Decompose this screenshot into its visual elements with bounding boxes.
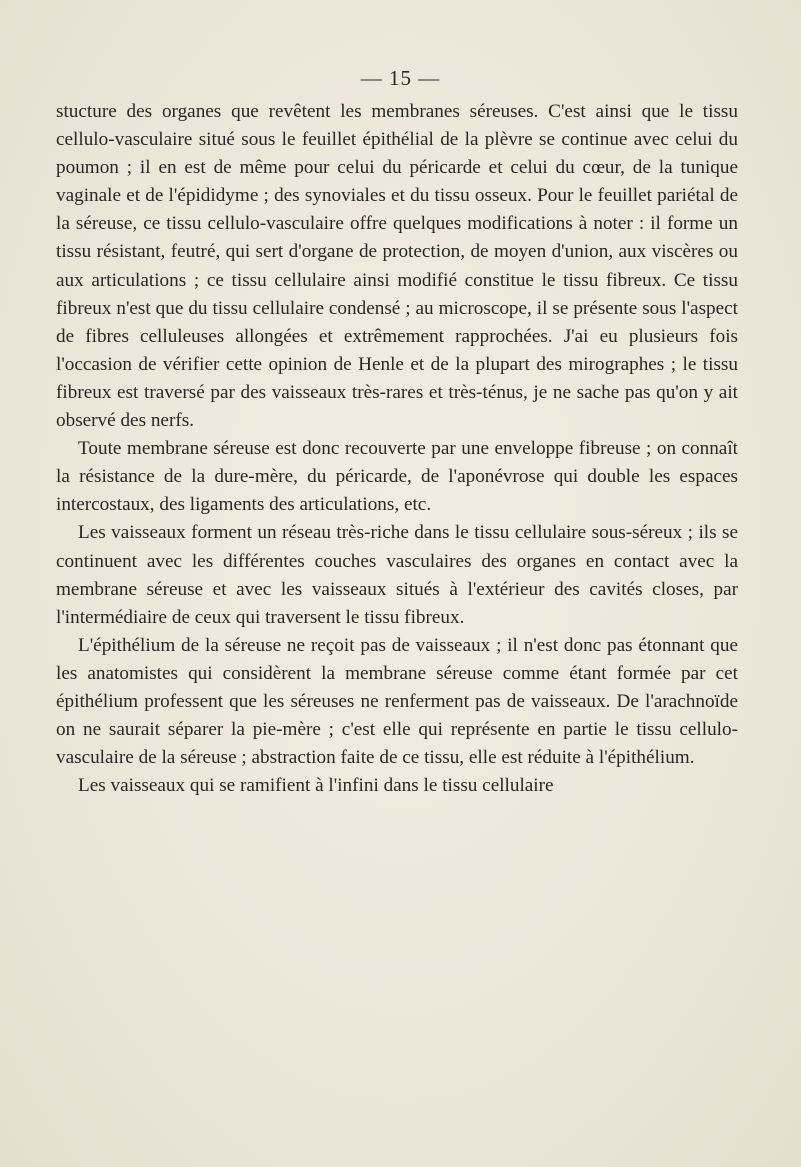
paragraph-4: L'épithélium de la séreuse ne reçoit pas de vaisseaux ; il n'est donc pas étonnant que les anatomistes qui considèrent la membrane séreuse comme étant formée par cet épithélium professent que les séreuses ne renferment pas de vaisseaux. De l'arachnoïde on ne saurait séparer la pie-mère ; c'est elle qui représente en partie le tissu cellulo-vasculaire de la séreuse ; abstraction faite de ce tissu, elle est réduite à l'épithélium. [56, 634, 738, 769]
paragraph-3: Les vaisseaux forment un réseau très-riche dans le tissu cellulaire sous-séreux ; ils se continuent avec les différentes couches vasculaires des organes en contact avec la membrane séreuse et avec les vaisseaux situés à l'extérieur des cavités closes, par l'intermédiaire de ceux qui traversent le tissu fibreux. [56, 522, 738, 628]
page-number: — 15 — [360, 66, 441, 90]
paragraph-1: stucture des organes que revêtent les membranes séreuses. C'est ainsi que le tissu cellulo-vasculaire situé sous le feuillet épithélial de la plèvre se continue avec celui du poumon ; il en est de même pour celui du péricarde et celui du cœur, de la tunique vaginale et de l'épididyme ; des synoviales et du tissu osseux. Pour le feuillet pariétal de la séreuse, ce tissu cellulo-vasculaire offre quelques modifications à noter : il forme un tissu résistant, feutré, qui sert d'organe de protection, de moyen d'union, aux viscères ou aux articulations ; ce tissu cellulaire ainsi modifié constitue le tissu fibreux. Ce tissu fibreux n'est que du tissu cellulaire condensé ; au microscope, il se présente sous l'aspect de fibres celluleuses allongées et extrêmement rapprochées. J'ai eu plusieurs fois l'occasion de vérifier cette opinion de Henle et de la plupart des mirographes ; le tissu fibreux est traversé par des vaisseaux très-rares et très-ténus, je ne sache pas qu'on y ait observé des nerfs. [56, 101, 738, 432]
paragraph-2: Toute membrane séreuse est donc recouverte par une enveloppe fibreuse ; on connaît la résistance de la dure-mère, du péricarde, de l'aponévrose qui double les espaces intercostaux, des ligaments des articulations, etc. [56, 438, 738, 516]
body-text [56, 98, 738, 800]
paragraph-5: Les vaisseaux qui se ramifient à l'infini dans le tissu cellulaire [78, 775, 554, 797]
